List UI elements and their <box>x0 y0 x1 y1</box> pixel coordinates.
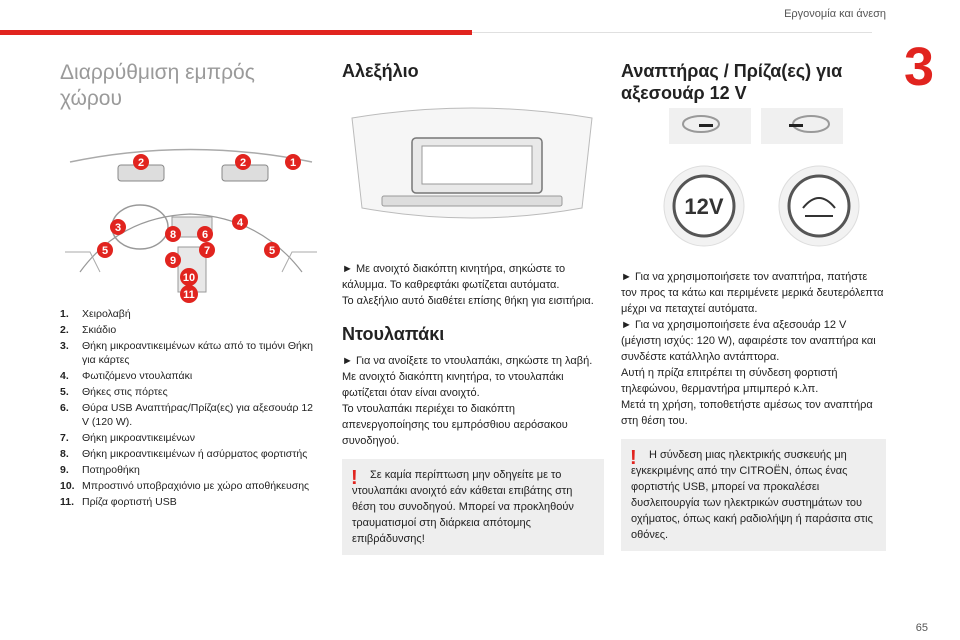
glovebox-title: Ντουλαπάκι <box>342 324 445 344</box>
front-layout-section <box>60 60 322 511</box>
badge-label: 7 <box>203 245 211 257</box>
glovebox-light-note: Με ανοιχτό διακόπτη κινητήρα, το ντουλαπάκι φωτίζεται όταν είναι ανοιχτό. <box>342 371 564 399</box>
badge-label: 6 <box>201 229 209 241</box>
list-item: 11. Πρίζα φορτιστή USB <box>60 496 177 508</box>
list-item: 2. Σκιάδιο <box>60 324 117 336</box>
socket-section <box>621 60 886 551</box>
header-rule <box>472 32 872 33</box>
badge-label: 3 <box>114 222 122 234</box>
lighter-instructions: ► Για να χρησιμοποιήσετε τον αναπτήρα, πατήστε τον προς τα κάτω και περιμένετε μερικά δευτερόλεπτα μέχρι να πεταχτεί αυτόματα. <box>621 271 884 315</box>
sunvisor-note: Το αλεξήλιο αυτό διαθέτει επίσης θήκη για εισιτήρια. <box>342 295 594 307</box>
socket-title: Αναπτήρας / Πρίζα(ες) για αξεσουάρ 12 V <box>621 61 843 103</box>
accessory-instructions: ► Για να χρησιμοποιήσετε ένα αξεσουάρ 12 V (μέγιστη ισχύς: 120 W), αφαιρέστε τον αναπτήρα και συνδέστε κατάλληλο αντάπτορα. <box>621 319 876 363</box>
list-item: 8. Θήκη μικροαντικειμένων ή ασύρματος φορτιστής <box>60 448 308 460</box>
badge-label: 8 <box>169 229 177 241</box>
chapter-title: Εργονομία και άνεση <box>784 8 886 20</box>
header-accent-bar <box>0 30 472 35</box>
glovebox-warning <box>342 459 604 555</box>
list-item: 5. Θήκες στις πόρτες <box>60 386 168 398</box>
socket-label: 12V <box>684 194 724 219</box>
list-item: 1. Χειρολαβή <box>60 308 131 320</box>
interior-illustration <box>60 122 322 301</box>
page-number: 65 <box>915 622 928 634</box>
badge-label: 5 <box>268 245 276 257</box>
warning-text: Σε καμία περίπτωση μην οδηγείτε με το ντουλαπάκι ανοιχτό εάν κάθεται επιβάτης στη θέση του συνοδηγού. Μπορεί να προκληθούν τραυματισμοί στη διάρκεια απότομης επιβράδυνσης! <box>352 469 574 545</box>
sunvisor-instructions: ► Με ανοιχτό διακόπτη κινητήρα, σηκώστε το κάλυμμα. Το καθρεφτάκι φωτίζεται αυτόματα. <box>342 263 566 291</box>
socket-usage-note: Αυτή η πρίζα επιτρέπει τη σύνδεση φορτιστή τηλεφώνου, θερμαντήρα μπιμπερό κ.λπ. <box>621 367 838 395</box>
badge-label: 9 <box>169 255 177 267</box>
list-item: 7. Θήκη μικροαντικειμένων <box>60 432 195 444</box>
sunvisor-illustration <box>342 88 604 248</box>
warning-text: Η σύνδεση μιας ηλεκτρικής συσκευής μη εγκεκριμένης από την CITROËN, όπως ένας φορτιστής USB, μπορεί να προκαλέσει δυσλειτουργία των ηλεκτρικών συστημάτων του οχήματος, όπως κακή ραδιολήψη ή παράσιτα στις οθόνες. <box>631 449 873 541</box>
badge-label: 2 <box>239 157 247 169</box>
glovebox-instructions: ► Για να ανοίξετε το ντουλαπάκι, σηκώστε τη λαβή. <box>342 355 593 367</box>
sunvisor-glovebox-section <box>342 60 604 555</box>
chapter-number: 3 <box>904 37 935 97</box>
after-use-note: Μετά τη χρήση, τοποθετήστε αμέσως τον αναπτήρα στη θέση του. <box>621 399 873 427</box>
badge-label: 2 <box>137 157 145 169</box>
sunvisor-title: Αλεξήλιο <box>342 61 419 81</box>
section-title: Διαρρύθμιση εμπρός χώρου <box>60 61 255 110</box>
socket-illustration <box>621 108 886 258</box>
list-item: 3. Θήκη μικροαντικειμένων κάτω από το τιμόνι Θήκη για κάρτες <box>60 340 313 366</box>
badge-label: 4 <box>236 217 244 229</box>
socket-warning <box>621 439 886 551</box>
list-item: 4. Φωτιζόμενο ντουλαπάκι <box>60 370 193 382</box>
warning-icon: ! <box>630 447 637 469</box>
components-list <box>60 307 322 509</box>
warning-icon: ! <box>351 467 358 489</box>
badge-label: 11 <box>183 289 195 301</box>
badge-label: 5 <box>101 245 109 257</box>
glovebox-airbag-note: Το ντουλαπάκι περιέχει το διακόπτη απενεργοποίησης του εμπρόσθιου αερόσακου συνοδηγού. <box>342 403 568 447</box>
list-item: 10. Μπροστινό υποβραχιόνιο με χώρο αποθήκευσης <box>60 480 310 492</box>
badge-label: 1 <box>289 157 297 169</box>
list-item: 6. Θύρα USB Αναπτήρας/Πρίζα(ες) για αξεσουάρ 12 V (120 W). <box>60 402 314 428</box>
badge-label: 10 <box>182 272 196 284</box>
list-item: 9. Ποτηροθήκη <box>60 464 140 476</box>
